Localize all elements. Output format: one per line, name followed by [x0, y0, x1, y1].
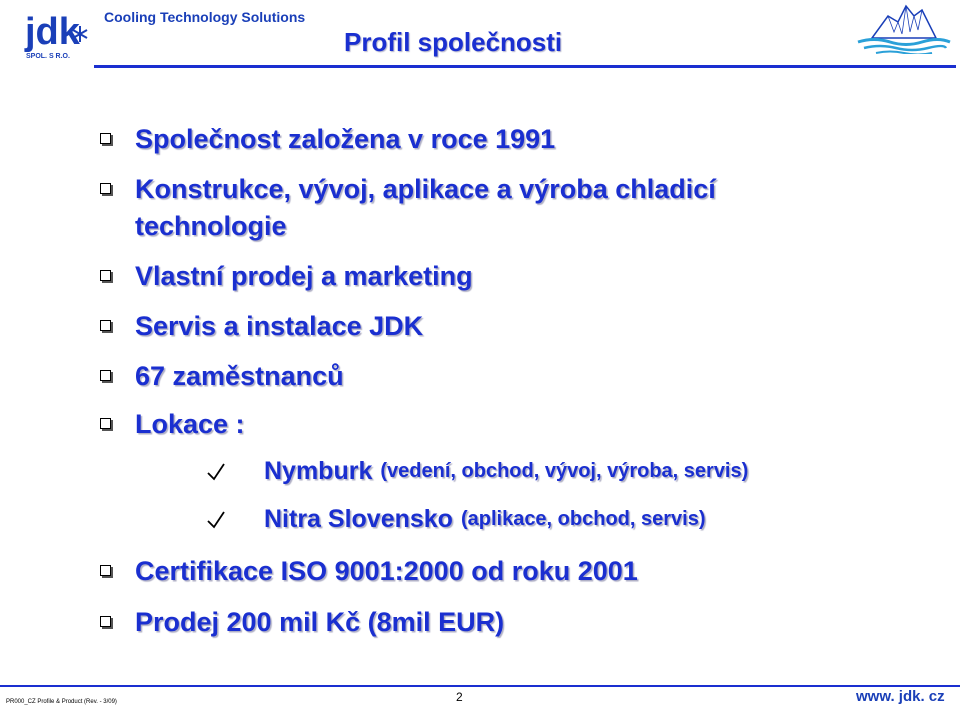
- location-city: Nitra Slovensko: [264, 505, 453, 533]
- checkbox-bullet-icon: [100, 565, 111, 576]
- checkbox-bullet-icon: [100, 418, 111, 429]
- bullet-text: Vlastní prodej a marketing: [135, 261, 473, 291]
- bullet-item: [100, 308, 423, 345]
- checkmark-icon: [206, 462, 226, 482]
- footer-divider: [0, 685, 960, 687]
- bullet-item: [100, 171, 860, 245]
- logo-subtext: SPOL. S R.O.: [26, 53, 70, 60]
- location-detail: (aplikace, obchod, servis): [460, 508, 706, 530]
- bullet-text: Prodej 200 mil Kč (8mil EUR): [135, 607, 505, 637]
- location-item: [206, 505, 705, 534]
- location-city: Nymburk: [264, 457, 373, 485]
- bullet-item: [100, 406, 245, 443]
- company-name: Cooling Technology Solutions: [104, 9, 306, 25]
- bullet-text: Lokace :: [135, 409, 245, 439]
- bullet-text: Společnost založena v roce 1991: [135, 124, 556, 154]
- checkbox-bullet-icon: [100, 616, 111, 627]
- checkbox-bullet-icon: [100, 270, 111, 281]
- checkbox-bullet-icon: [100, 183, 111, 194]
- bullet-text: Konstrukce, vývoj, aplikace a výroba chladicí technologie: [135, 174, 716, 241]
- page-number: 2: [456, 690, 463, 704]
- bullet-item: [100, 553, 638, 590]
- bullet-text: Certifikace ISO 9001:2000 od roku 2001: [135, 556, 638, 586]
- page-title: Profil společnosti: [344, 27, 563, 57]
- logo-letters: jdk: [25, 11, 80, 53]
- checkmark-icon: [206, 510, 226, 530]
- footer-reference: PR000_CZ Profile & Product (Rev. - 3/09): [6, 699, 117, 705]
- location-detail: (vedení, obchod, vývoj, výroba, servis): [380, 460, 749, 482]
- bullet-text: 67 zaměstnanců: [135, 361, 344, 391]
- checkbox-bullet-icon: [100, 320, 111, 331]
- bullet-item: [100, 604, 504, 641]
- bullet-item: [100, 358, 344, 395]
- bullet-item: [100, 121, 555, 158]
- location-item: [206, 457, 748, 486]
- jdk-logo: [22, 4, 92, 62]
- bullet-item: [100, 258, 473, 295]
- iceberg-icon: [854, 2, 954, 54]
- checkbox-bullet-icon: [100, 133, 111, 144]
- bullet-text: Servis a instalace JDK: [135, 311, 424, 341]
- website-link[interactable]: www. jdk. cz: [856, 688, 945, 705]
- header-divider: [94, 65, 956, 68]
- checkbox-bullet-icon: [100, 370, 111, 381]
